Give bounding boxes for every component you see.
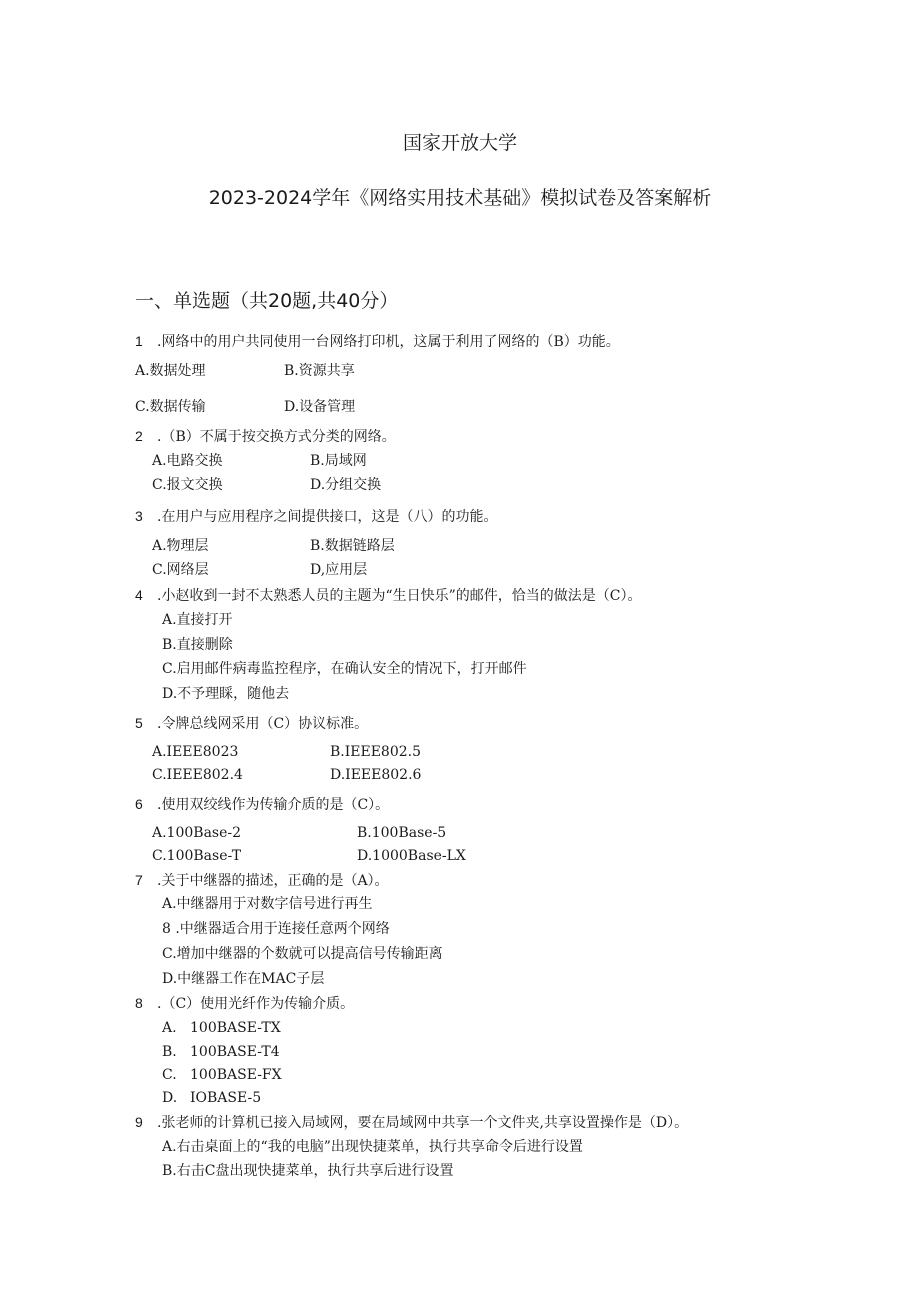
question-number: 1 — [135, 333, 143, 349]
q4-option-c: C.启用邮件病毒监控程序，在确认安全的情况下，打开邮件 — [162, 661, 527, 677]
q4-option-d: D.不予理睬，随他去 — [162, 686, 290, 702]
q2-option-d: D.分组交换 — [310, 477, 382, 493]
q6-option-c: C.100Base-T — [152, 848, 242, 864]
question-text: .关于中继器的描述，正确的是（A）。 — [157, 873, 389, 889]
q5-option-c: C.IEEE802.4 — [152, 767, 243, 783]
question-number: 4 — [135, 587, 143, 603]
question-text: .（C）使用光纤作为传输介质。 — [157, 996, 355, 1012]
q6-option-d: D.1000Base-LX — [357, 848, 466, 864]
q8-option-a-letter: A. — [162, 1020, 177, 1036]
question-4 — [135, 586, 641, 605]
q7-option-a: A.中继器用于对数字信号进行再生 — [162, 896, 373, 912]
question-6 — [135, 795, 389, 814]
question-text: .令牌总线网采用（C）协议标准。 — [157, 716, 369, 732]
question-number: 3 — [135, 508, 143, 524]
university-title: 国家开放大学 — [402, 132, 517, 154]
question-number: 5 — [135, 715, 143, 731]
q9-option-a: A.右击桌面上的“我的电脑”出现快捷菜单，执行共享命令后进行设置 — [162, 1139, 583, 1155]
q8-option-d-letter: D. — [162, 1090, 178, 1106]
q8-option-b-letter: B. — [162, 1044, 177, 1060]
q3-option-d: D,应用层 — [310, 562, 368, 578]
q3-option-b: B.数据链路层 — [310, 538, 395, 554]
question-3 — [135, 507, 497, 526]
q9-option-b: B.右击C盘出现快捷菜单，执行共享后进行设置 — [162, 1163, 454, 1179]
q8-option-c-letter: C. — [162, 1067, 177, 1083]
q6-option-a: A.100Base-2 — [152, 825, 242, 841]
q3-option-a: A.物理层 — [152, 538, 209, 554]
q6-option-b: B.100Base-5 — [357, 825, 447, 841]
q8-option-c-text: 100BASE-FX — [190, 1067, 282, 1083]
question-8 — [135, 994, 354, 1013]
q1-option-c: C.数据传输 — [135, 399, 206, 415]
q8-option-d-text: IOBASE-5 — [190, 1090, 262, 1106]
q3-option-c: C.网络层 — [152, 562, 209, 578]
question-9 — [135, 1113, 688, 1132]
q5-option-b: B.IEEE802.5 — [330, 744, 422, 760]
exam-title: 2023-2024学年《网络实用技术基础》模拟试卷及答案解析 — [208, 187, 712, 209]
q7-option-d: D.中继器工作在MAC子层 — [162, 971, 325, 987]
q2-option-b: B.局域网 — [310, 453, 367, 469]
q4-option-a: A.直接打开 — [162, 612, 233, 628]
question-text: .（B）不属于按交换方式分类的网络。 — [157, 429, 396, 445]
question-1 — [135, 332, 620, 351]
question-number: 2 — [135, 428, 143, 444]
question-text: .在用户与应用程序之间提供接口，这是（八）的功能。 — [157, 509, 498, 525]
q5-option-a: A.IEEE8023 — [152, 744, 239, 760]
question-text: .网络中的用户共同使用一台网络打印机，这属于利用了网络的（B）功能。 — [157, 334, 620, 350]
question-number: 6 — [135, 796, 143, 812]
section-heading: 一、单选题（共20题,共40分） — [135, 290, 399, 312]
q7-option-b: 8 .中继器适合用于连接任意两个网络 — [162, 921, 390, 937]
question-text: .张老师的计算机已接入局域网，要在局域网中共享一个文件夹,共享设置操作是（D）。 — [157, 1115, 689, 1131]
question-7 — [135, 871, 389, 890]
question-number: 7 — [135, 872, 143, 888]
question-text: .使用双绞线作为传输介质的是（C）。 — [157, 797, 390, 813]
q5-option-d: D.IEEE802.6 — [330, 767, 422, 783]
question-number: 9 — [135, 1114, 143, 1130]
q8-option-b-text: 100BASE-T4 — [190, 1044, 280, 1060]
q1-option-d: D.设备管理 — [284, 399, 356, 415]
question-5 — [135, 714, 368, 733]
q2-option-c: C.报文交换 — [152, 477, 223, 493]
q7-option-c: C.增加中继器的个数就可以提高信号传输距离 — [162, 946, 443, 962]
q8-option-a-text: 100BASE-TX — [190, 1020, 281, 1036]
question-number: 8 — [135, 995, 143, 1011]
q4-option-b: B.直接删除 — [162, 637, 233, 653]
question-text: .小赵收到一封不太熟悉人员的主题为“生日快乐”的邮件，恰当的做法是（C）。 — [157, 588, 642, 604]
q1-option-b: B.资源共享 — [284, 363, 355, 379]
question-2 — [135, 427, 396, 446]
q1-option-a: A.数据处理 — [135, 363, 206, 379]
q2-option-a: A.电路交换 — [152, 453, 223, 469]
